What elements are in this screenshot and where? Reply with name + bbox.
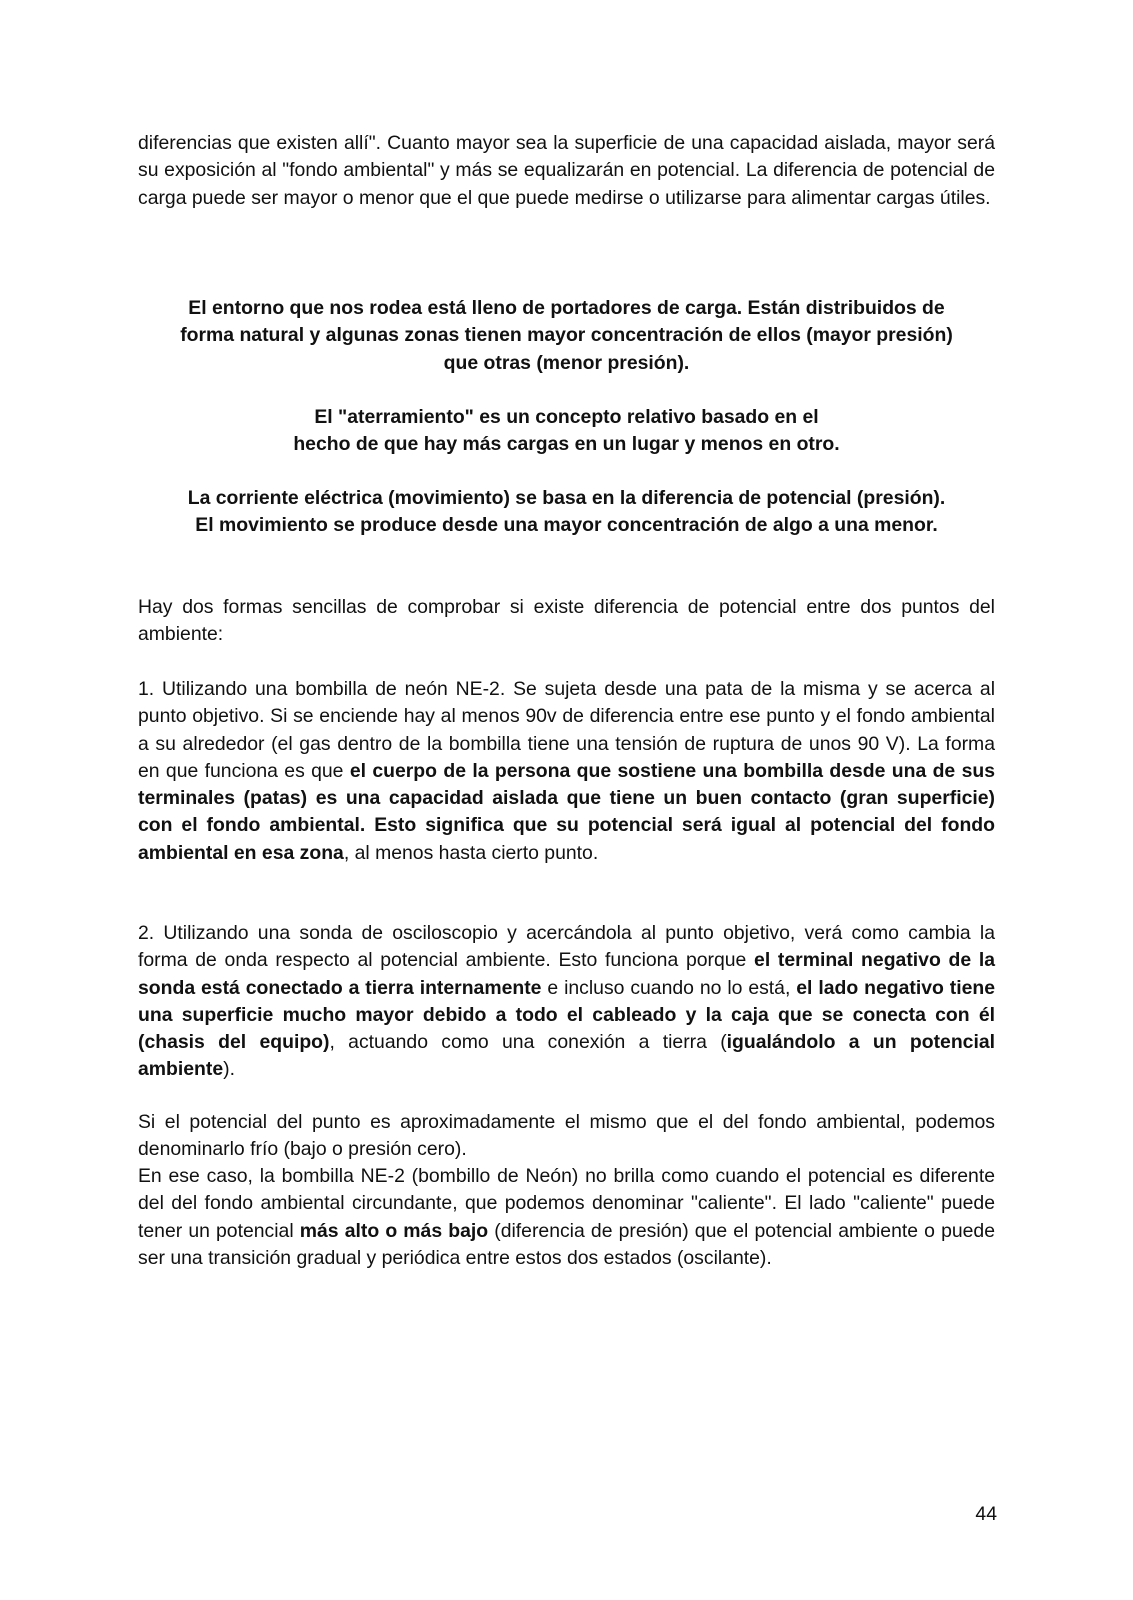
paragraph-two-ways: Hay dos formas sencillas de comprobar si existe diferencia de potencial entre dos puntos del ambiente:	[138, 596, 995, 646]
item-bold-text: el terminal negativo de la sonda está conectado a tierra internamente	[138, 949, 995, 999]
highlight-block-current	[138, 485, 995, 540]
list-item-neon-bulb	[138, 676, 995, 867]
highlight-line: El "aterramiento" es un concepto relativo basado en el	[314, 406, 819, 428]
item-bold-text: el lado negativo tiene una superficie mucho mayor debido a todo el cableado y la caja que se conecta con él (chasis del equipo)	[138, 976, 996, 1054]
highlight-line: que otras (menor presión).	[443, 351, 690, 374]
highlight-line: El movimiento se produce desde una mayor concentración de algo a una menor.	[195, 514, 938, 537]
list-item-oscilloscope	[138, 920, 995, 1084]
item-bold-text: igualándolo a un potencial ambiente	[138, 1031, 996, 1081]
item-text: , al menos hasta cierto punto.	[343, 841, 599, 864]
highlight-line: hecho de que hay más cargas en un lugar y menos en otro.	[293, 433, 840, 456]
highlight-line: La corriente eléctrica (movimiento) se basa en la diferencia de potencial (presión).	[187, 487, 946, 509]
highlight-line: El entorno que nos rodea está lleno de portadores de carga. Están distribuidos de	[188, 297, 945, 319]
highlight-block-grounding	[138, 404, 995, 459]
page-number: 44	[975, 1503, 997, 1525]
paragraph-cold-potential: Si el potencial del punto es aproximadamente el mismo que el del fondo ambiental, podemos denominarlo frío (bajo o presión cero).	[138, 1111, 995, 1161]
paragraph-text: (diferencia de presión) que el potencial ambiente o puede ser una transición gradual y periódica entre estos dos estados (oscilante).	[138, 1219, 995, 1269]
paragraph-bold-text: más alto o más bajo	[299, 1219, 489, 1242]
item-text: 2. Utilizando una sonda de osciloscopio y acercándola al punto objetivo, verá como cambia la forma de onda respecto al potencial ambiente. Esto funciona porque	[138, 922, 995, 972]
highlight-block-charge-carriers	[138, 295, 995, 377]
item-text: e incluso cuando no lo está,	[541, 976, 797, 999]
item-bold-text: el cuerpo de la persona que sostiene una bombilla desde una de sus terminales (patas) es una capacidad aislada que tiene un buen contacto (gran superficie) con el fondo ambiental. Esto significa que su potencial será igual al potencial del fondo ambiental en esa zona	[138, 759, 995, 864]
paragraph-intro: diferencias que existen allí". Cuanto mayor sea la superficie de una capacidad aislada, mayor será su exposición al "fondo ambiental" y más se equalizarán en potencial. La diferencia de potencial de carga puede ser mayor o menor que el que puede medirse o utilizarse para alimentar cargas útiles.	[138, 132, 995, 209]
paragraph-hot-potential	[138, 1163, 995, 1272]
item-text: ).	[223, 1058, 235, 1081]
item-text: , actuando como una conexión a tierra (	[329, 1031, 727, 1054]
paragraph-text: En ese caso, la bombilla NE-2 (bombillo de Neón) no brilla como cuando el potencial es diferente del del fondo ambiental circundante, que podemos denominar "caliente". El lado "caliente" puede tener un potencial	[138, 1165, 995, 1242]
item-text: 1. Utilizando una bombilla de neón NE-2. Se sujeta desde una pata de la misma y se acerca al punto objetivo. Si se enciende hay al menos 90v de diferencia entre ese punto y el fondo ambiental a su alrededor (el gas dentro de la bombilla tiene una tensión de ruptura de unos 90 V). La forma en que funciona es que	[138, 678, 995, 782]
highlight-line: forma natural y algunas zonas tienen mayor concentración de ellos (mayor presión)	[180, 324, 953, 347]
